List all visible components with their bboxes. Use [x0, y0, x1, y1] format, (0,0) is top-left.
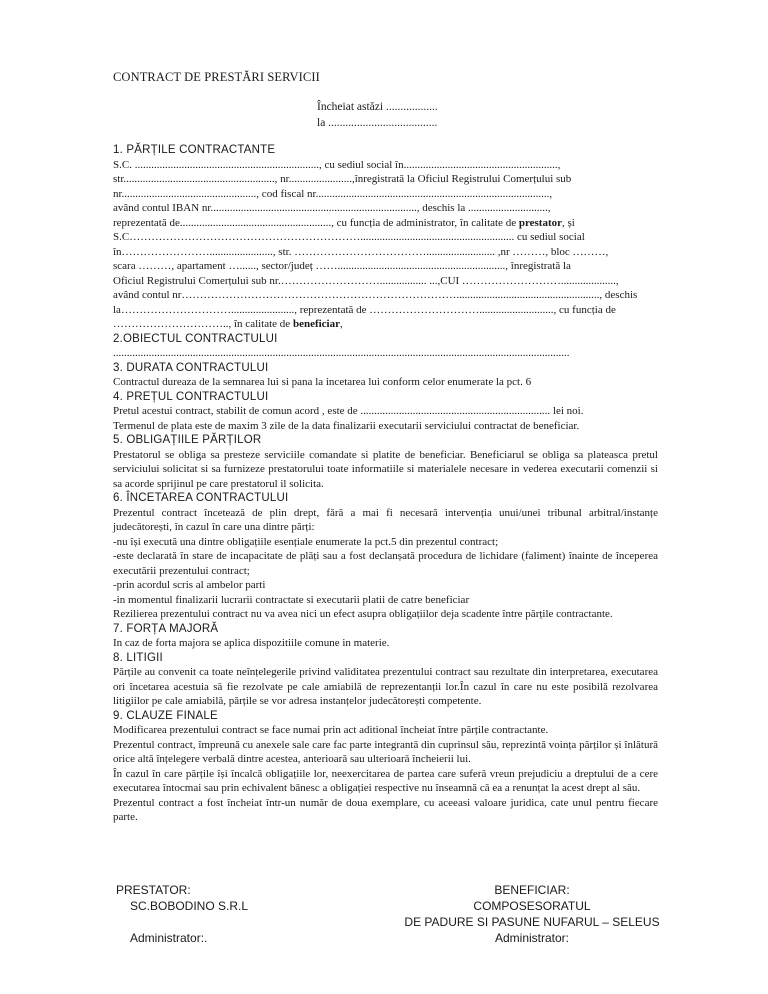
prestator-admin: Administrator:.	[130, 931, 208, 945]
contract-body	[113, 143, 658, 825]
party-line: scara ………, apartament …......, sector/județ ……............................................................., înregistrată la	[113, 260, 571, 272]
section-heading: 3. DURATA CONTRACTULUI	[113, 361, 269, 374]
conclusion-date-block	[317, 99, 438, 131]
section-heading: 6. ÎNCETAREA CONTRACTULUI	[113, 492, 289, 504]
party-line	[113, 216, 658, 231]
termination-item: -este declarată în stare de incapacitate de plăți sau a fost declanșată procedura de lichidare (faliment) înainte de începerea executării prezentului contract;	[113, 550, 658, 577]
obligations-text: Prestatorul se obliga sa presteze serviciile comandate si platite de beneficiar. Beneficiarul se obliga sa plateasca pretul serviciului solicitat si sa furnizeze prestatorului toate informatiile si materialele necesare in vederea executarii comenzii si sa acorde sprijinul pe care prestatorul il solicita.	[113, 448, 658, 490]
section-heading: 4. PREȚUL CONTRACTULUI	[113, 390, 269, 403]
termination-item: -nu își execută una dintre obligațiile esențiale enumerate la pct.5 din prezentul contract;	[113, 535, 499, 548]
party-line: având contul IBAN nr..........................................................................., deschis la .............................,	[113, 202, 551, 214]
document-title: CONTRACT DE PRESTĂRI SERVICII	[113, 70, 320, 84]
final-clause-text: Prezentul contract, împreună cu anexele sale care fac parte integrantă din cuprinsul său, reprezintă voința părților și înlătură orice altă înțelegere verbală dintre acestea, anterioară sau ulterioară încheierii lui.	[113, 738, 658, 765]
party-line	[113, 317, 658, 332]
beneficiar-signature-block	[392, 882, 672, 946]
termination-item: -prin acordul scris al ambelor parti	[113, 579, 266, 591]
section-heading: 5. OBLIGAȚIILE PĂRȚILOR	[113, 434, 262, 446]
party-line: în……………………......................., str. ………………………………......................... ,nr ………, bloc ………,	[113, 245, 609, 258]
object-placeholder: ......................................................................................................................................................................	[113, 347, 570, 359]
final-clause-text: În cazul în care părțile își încalcă obligațiile lor, neexercitarea de partea care suferă vreun prejudiciu a dreptului de a cere executarea întocmai sau prin echivalent bănesc a obligației respective nu înseamnă că ea a renunțat la acest drept al său.	[113, 767, 658, 794]
party-line: nr................................................., cod fiscal nr.....................................................................................,	[113, 187, 553, 200]
force-majeure-text: In caz de forta majora se aplica dispozitiile comune in materie.	[113, 637, 390, 649]
party-text: ,	[340, 318, 343, 330]
termination-text: Rezilierea prezentului contract nu va avea nici un efect asupra obligațiilor deja scadente între părțile contractante.	[113, 608, 613, 620]
party-text: ………………………….., în calitate de	[113, 318, 293, 330]
duration-text: Contractul dureaza de la semnarea lui si pana la incetarea lui conform celor enumerate la pct. 6	[113, 376, 532, 388]
final-clause-text: Prezentul contract a fost încheiat într-un număr de doua exemplare, cu aceeasi valoare juridica, cate unul pentru fiecare parte.	[113, 796, 658, 823]
final-clause-text: Modificarea prezentului contract se face numai prin act aditional încheiat între părțile contractante.	[113, 724, 549, 736]
section-heading: 8. LITIGII	[113, 651, 163, 664]
party-line: la…………………………......................., reprezentată de …………………………..........................., cu funcția de	[113, 303, 616, 316]
termination-item: -in momentul finalizarii lucrarii contractate si executarii platii de catre beneficiar	[113, 593, 470, 606]
disputes-text: Părțile au convenit ca toate neînțelegerile privind validitatea prezentului contract sau rezultate din interpretarea, executarea ori încetarea acestuia să fie rezolvate pe cale amiabilă de reprezentanții lor.În cazul în care nu este posibilă rezolvarea litigiilor pe cale amiabilă, părțile se vor adresa instanțelor judecătorești competente.	[113, 666, 658, 707]
payment-term-text: Termenul de plata este de maxim 3 zile de la data finalizarii executarii serviciului contractat de beneficiar.	[113, 419, 580, 432]
price-text: Pretul acestui contract, stabilit de comun acord , este de ..................................................................... lei noi.	[113, 405, 584, 417]
section-heading: 9. CLAUZE FINALE	[113, 709, 218, 722]
beneficiar-label: BENEFICIAR:	[494, 883, 570, 897]
prestator-label: PRESTATOR:	[116, 883, 191, 897]
beneficiar-name-line2: DE PADURE SI PASUNE NUFARUL – SELEUS	[404, 915, 660, 929]
termination-text: Prezentul contract încetează de plin drept, fără a mai fi necesară intervenția unui/unei tribunal arbitral/instanțe judecătorești, în cazul în care una dintre părți:	[113, 506, 658, 533]
concluded-place-line: la ......................................	[317, 117, 438, 129]
party-line: Oficiul Registrului Comerțului sub nr.………………………................. ...,CUI ………………………....................,	[113, 274, 619, 287]
party-line: S.C………………………………………………………........................................................ cu sediul social	[113, 231, 585, 243]
beneficiar-admin: Administrator:	[494, 931, 570, 945]
party-line: având contul nr…………………………………………………………………...................................................., deschis	[113, 289, 638, 301]
party-line: S.C. ..................................................................., cu sediul social în........................................................,	[113, 158, 561, 171]
party-text: , și	[562, 216, 575, 229]
section-heading: 1. PĂRȚILE CONTRACTANTE	[113, 144, 276, 156]
party-text: reprezentată de......................................................., cu funcția de administrator, în calitate de	[113, 216, 519, 229]
beneficiar-role: beneficiar	[292, 318, 340, 330]
concluded-date-line: Încheiat astăzi ..................	[317, 101, 438, 113]
party-line: str......................................................., nr.......................,înregistrată la Oficiul Registrului Comerțului sub	[113, 173, 572, 185]
section-heading: 2.OBIECTUL CONTRACTULUI	[113, 332, 278, 345]
prestator-name: SC.BOBODINO S.R.L	[130, 899, 249, 913]
prestator-role: prestator	[518, 216, 563, 229]
prestator-signature-block	[116, 882, 248, 946]
beneficiar-name: COMPOSESORATUL	[473, 899, 591, 913]
section-heading: 7. FORȚA MAJORĂ	[113, 622, 219, 635]
